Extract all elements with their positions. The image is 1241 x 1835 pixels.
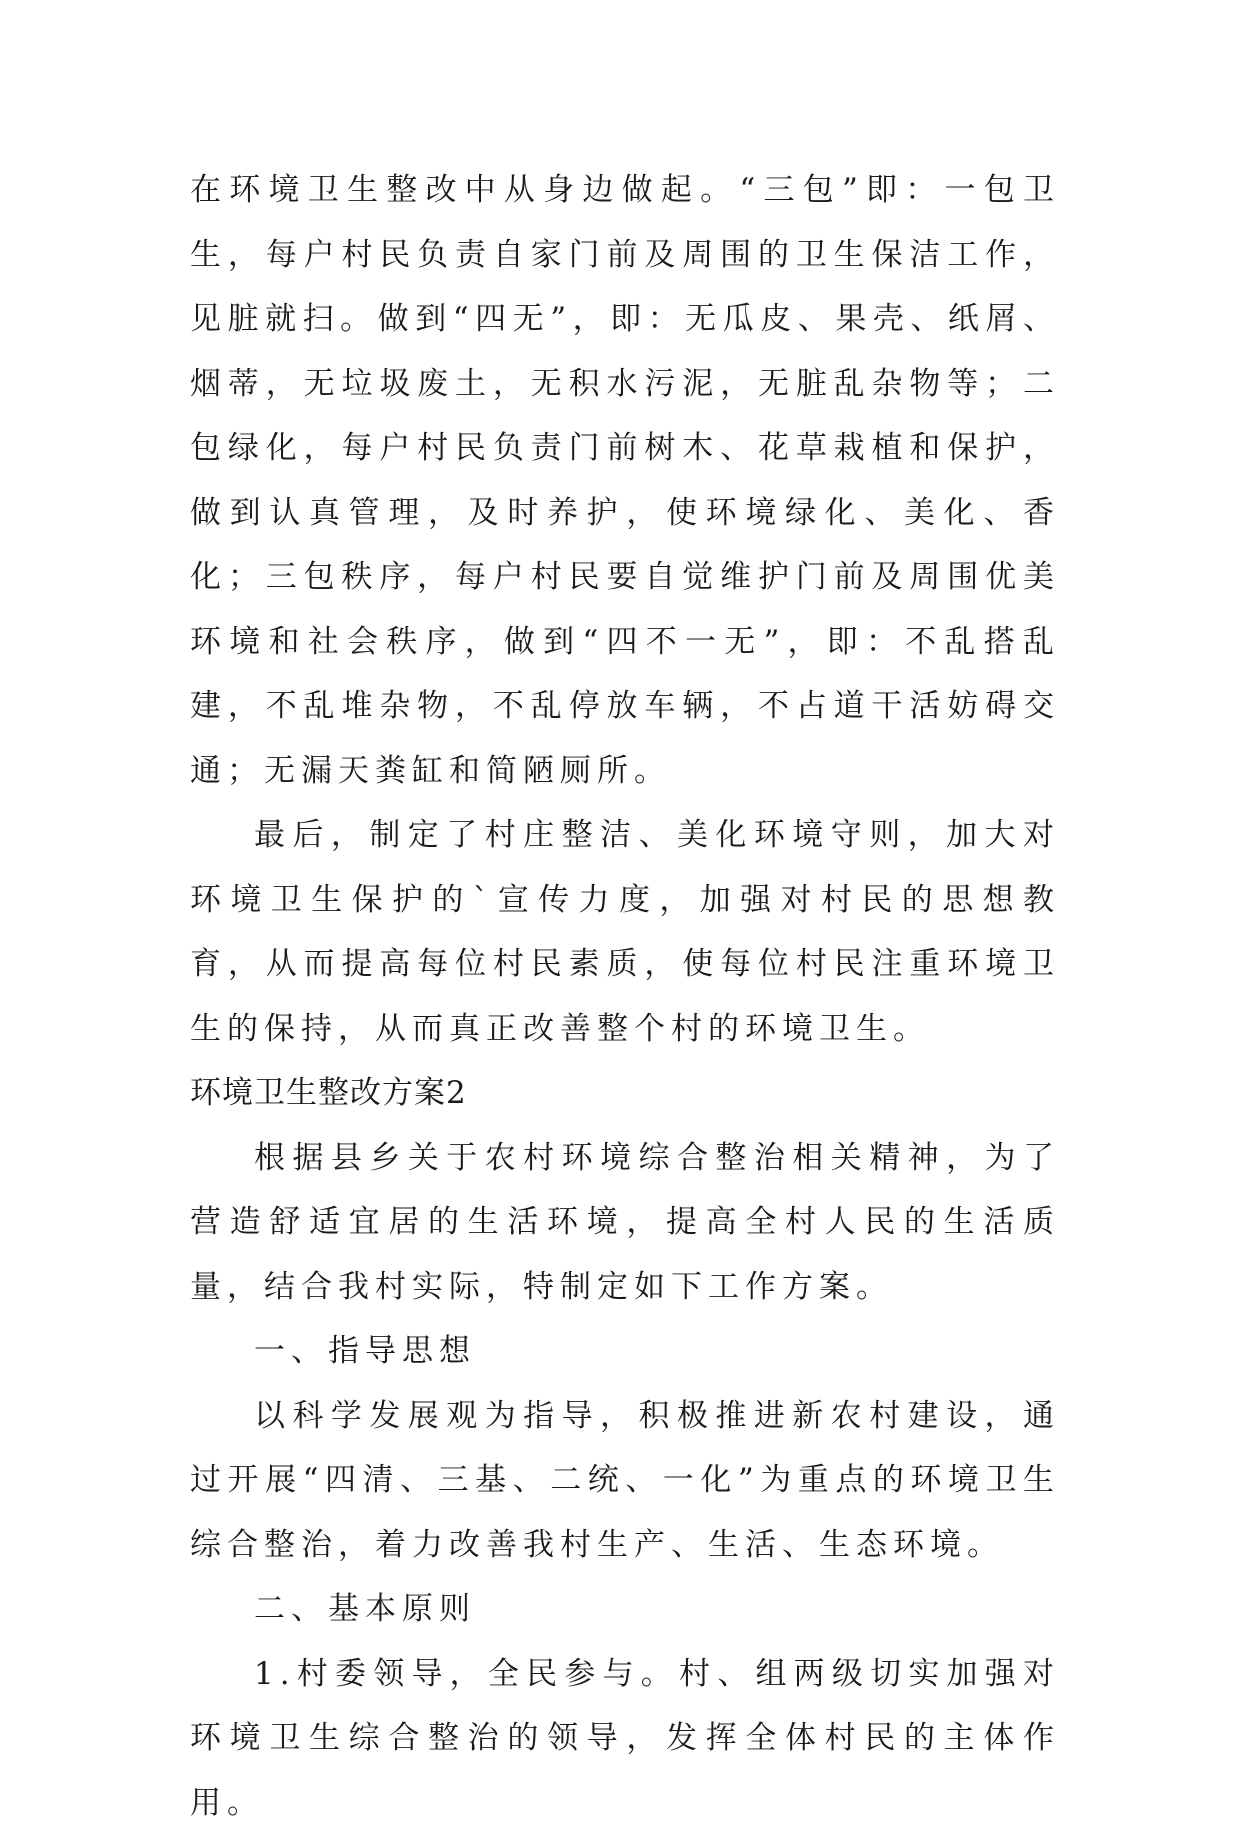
paragraph-principle-one: 1.村委领导，全民参与。村、组两级切实加强对环境卫生综合整治的领导，发挥全体村民的主体作用。 [190, 1642, 1060, 1835]
subheading-guiding-ideology: 一、指导思想 [190, 1319, 1060, 1384]
subheading-basic-principles: 二、基本原则 [190, 1577, 1060, 1642]
paragraph-guiding-ideology: 以科学发展观为指导，积极推进新农村建设，通过开展“四清、三基、二统、一化”为重点的环境卫生综合整治，着力改善我村生产、生活、生态环境。 [190, 1384, 1060, 1578]
document-body [190, 158, 1060, 1835]
paragraph-final-measures: 最后，制定了村庄整洁、美化环境守则，加大对环境卫生保护的`宣传力度，加强对村民的思想教育，从而提高每位村民素质，使每位村民注重环境卫生的保持，从而真正改善整个村的环境卫生。 [190, 803, 1060, 1061]
paragraph-introduction: 根据县乡关于农村环境综合整治相关精神，为了营造舒适宜居的生活环境，提高全村人民的生活质量，结合我村实际，特制定如下工作方案。 [190, 1126, 1060, 1320]
paragraph-three-contracts: 在环境卫生整改中从身边做起。“三包”即：一包卫生，每户村民负责自家门前及周围的卫生保洁工作，见脏就扫。做到“四无”，即：无瓜皮、果壳、纸屑、烟蒂，无垃圾废土，无积水污泥，无脏乱杂物等；二包绿化，每户村民负责门前树木、花草栽植和保护，做到认真管理，及时养护，使环境绿化、美化、香化；三包秩序，每户村民要自觉维护门前及周围优美环境和社会秩序，做到“四不一无”，即：不乱搭乱建，不乱堆杂物，不乱停放车辆，不占道干活妨碍交通；无漏天粪缸和简陋厕所。 [190, 158, 1060, 803]
section-title: 环境卫生整改方案2 [190, 1061, 1060, 1126]
